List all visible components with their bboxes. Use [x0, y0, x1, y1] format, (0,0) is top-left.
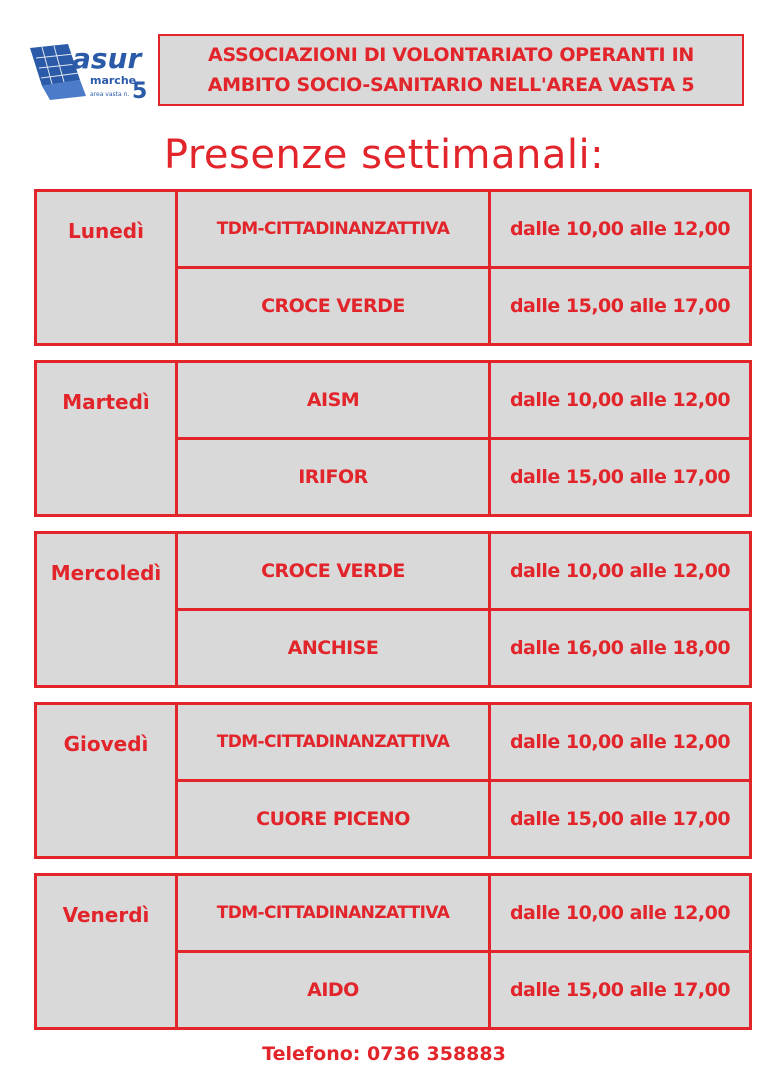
association-cell: TDM-CITTADINANZATTIVA [178, 192, 488, 266]
association-cell: CROCE VERDE [178, 534, 488, 608]
time-cell: dalle 10,00 alle 12,00 [491, 705, 749, 779]
day-block-mercoledi [34, 531, 752, 688]
time-cell: dalle 15,00 alle 17,00 [491, 953, 749, 1027]
page-title: Presenze settimanali: [163, 132, 605, 178]
time-cell: dalle 15,00 alle 17,00 [491, 440, 749, 514]
association-cell: TDM-CITTADINANZATTIVA [178, 876, 488, 950]
logo-area: area vasta n. [90, 91, 130, 98]
day-label: Mercoledì [37, 534, 175, 685]
day-label: Venerdì [37, 876, 175, 1027]
association-cell: AIDO [178, 953, 488, 1027]
time-cell: dalle 10,00 alle 12,00 [491, 192, 749, 266]
time-cell: dalle 10,00 alle 12,00 [491, 363, 749, 437]
time-cell: dalle 10,00 alle 12,00 [491, 534, 749, 608]
header-line-2: AMBITO SOCIO-SANITARIO NELL'AREA VASTA 5 [207, 74, 695, 96]
association-cell: CROCE VERDE [178, 269, 488, 343]
day-label: Giovedì [37, 705, 175, 856]
header-line-1: ASSOCIAZIONI DI VOLONTARIATO OPERANTI IN [208, 44, 694, 66]
logo-region: marche [90, 74, 137, 87]
time-cell: dalle 15,00 alle 17,00 [491, 782, 749, 856]
association-cell: CUORE PICENO [178, 782, 488, 856]
association-cell: IRIFOR [178, 440, 488, 514]
phone-number: Telefono: 0736 358883 [262, 1043, 506, 1065]
association-cell: AISM [178, 363, 488, 437]
time-cell: dalle 15,00 alle 17,00 [491, 269, 749, 343]
logo-number: 5 [132, 79, 148, 102]
day-block-lunedi [34, 189, 752, 346]
day-label: Martedì [37, 363, 175, 514]
time-cell: dalle 16,00 alle 18,00 [491, 611, 749, 685]
asur-marche-logo [28, 40, 150, 102]
day-label: Lunedì [37, 192, 175, 343]
time-cell: dalle 10,00 alle 12,00 [491, 876, 749, 950]
day-block-venerdi [34, 873, 752, 1030]
day-block-martedi [34, 360, 752, 517]
header-box [158, 34, 744, 106]
logo-brand: asur [72, 42, 142, 75]
association-cell: TDM-CITTADINANZATTIVA [178, 705, 488, 779]
association-cell: ANCHISE [178, 611, 488, 685]
day-block-giovedi [34, 702, 752, 859]
